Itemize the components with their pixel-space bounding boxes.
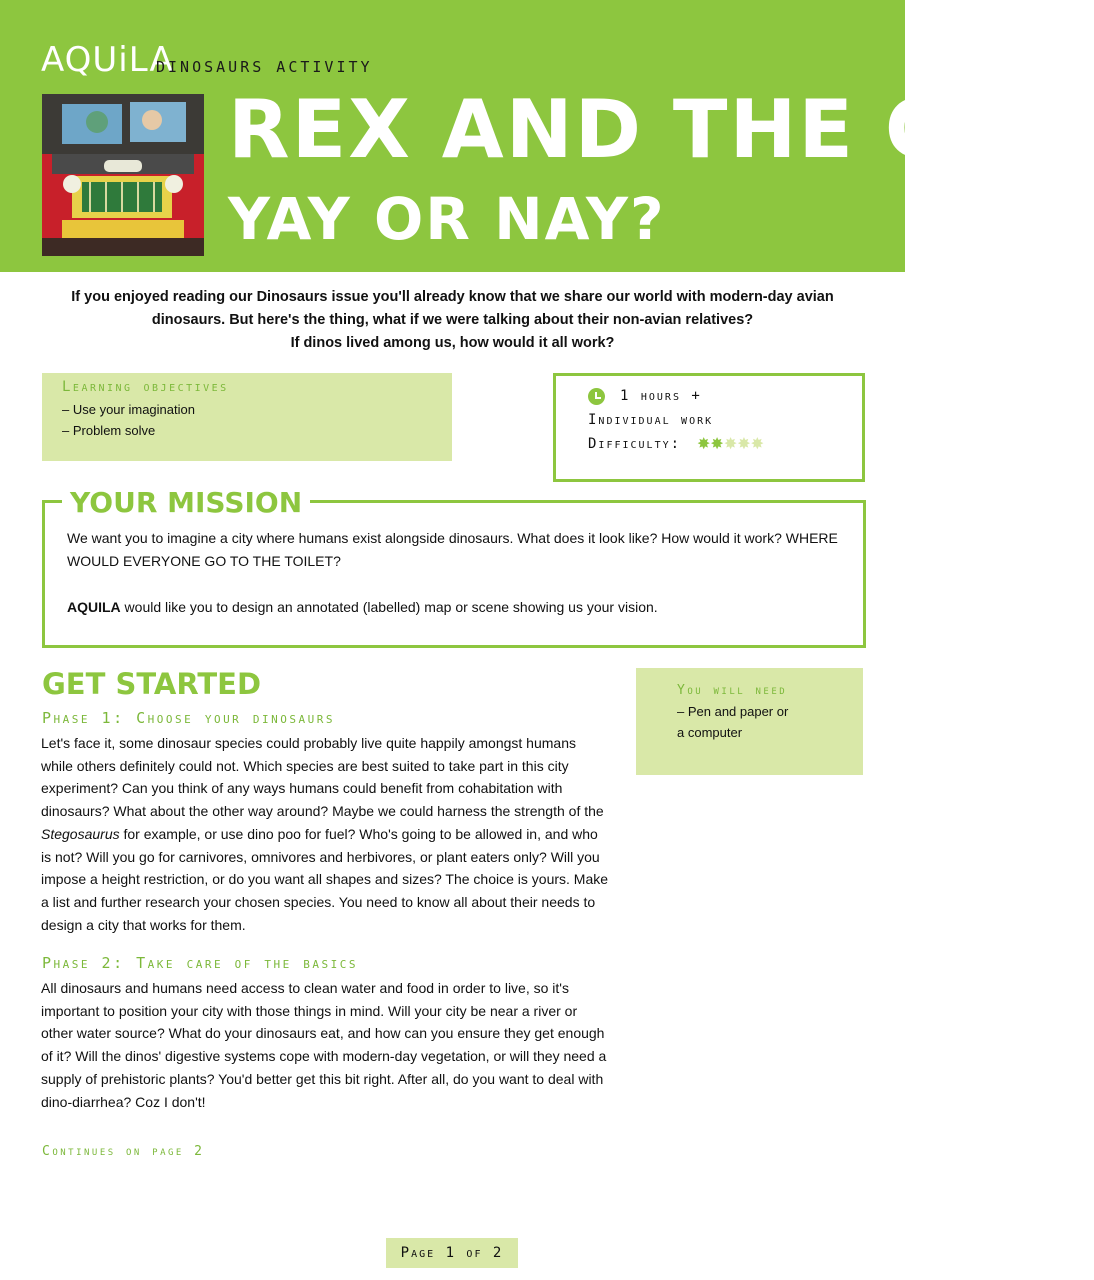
header-tagline: DINOSAURS ACTIVITY bbox=[156, 58, 373, 76]
phase-2-text: All dinosaurs and humans need access to clean water and food in order to live, so it's important to position your city with those things in mind. Will your city be near a river or other water source? What do your dinosaurs eat, and how can you ensure they get enough of it? Will the dinos' digestive systems cope with modern-day vegetation, or will they need a supply of prehistoric plants? You'd better get this bit right. After all, do you want to deal with dino-diarrhea? Coz I don't! bbox=[41, 980, 607, 1110]
brand-logo: AQUiLA bbox=[41, 40, 174, 80]
learning-objectives-title: Learning objectives bbox=[62, 379, 229, 395]
work-mode-text: Individual work bbox=[588, 412, 714, 428]
mission-task-text: would like you to design an annotated (labelled) map or scene showing us your vision. bbox=[120, 599, 658, 615]
comic-illustration bbox=[42, 94, 204, 256]
star-icon: ✸ bbox=[697, 436, 711, 453]
intro-text-rest: you'll already know that we share our world with modern-day avian dinosaurs. But here's the thing, what if we were talking about their non-avian relatives? bbox=[151, 289, 834, 328]
objective-item: – Use your imagination bbox=[62, 402, 195, 417]
mission-text: We want you to imagine a city where humans exist alongside dinosaurs. What does it look like? How would it work? WHERE WOULD EVERYONE GO TO THE TOILET? bbox=[67, 530, 838, 569]
continues-note: Continues on page 2 bbox=[42, 1144, 205, 1159]
page-title: REX AND THE CITY bbox=[228, 83, 1094, 176]
get-started-title: GET STARTED bbox=[42, 667, 262, 701]
you-will-need-title: You will need bbox=[677, 683, 788, 698]
phase-1-title: Phase 1: Choose your dinosaurs bbox=[42, 709, 335, 727]
mission-title: YOUR MISSION bbox=[62, 486, 310, 519]
mission-task bbox=[67, 596, 847, 619]
phase-1-text-start: Let's face it, some dinosaur species could probably live quite happily amongst humans while others definitely could not. Which species are best suited to take part in this city experiment? Can you think of any ways humans could benefit from cohabitation with dinosaurs? What about the other way around? Maybe we could harness the strength of the bbox=[41, 735, 604, 820]
phase-1-text-rest: for example, or use dino poo for fuel? Who's going to be allowed in, and who is not? Will you go for carnivores, omnivores and herbivores, or plant eaters only? Will you impose a height restriction, or do you want all shapes and sizes? The choice is yours. Make a list and further research your chosen species. You need to know all about their needs to design a city that works for them. bbox=[41, 825, 609, 933]
header-banner bbox=[0, 0, 1094, 272]
star-icon: ✸ bbox=[723, 436, 738, 453]
intro-question: If dinos lived among us, how would it all work? bbox=[290, 335, 615, 351]
star-icon: ✸ bbox=[737, 436, 751, 453]
you-will-need-panel bbox=[636, 668, 863, 775]
activity-info-panel bbox=[553, 373, 865, 482]
difficulty-label: Difficulty: bbox=[588, 436, 682, 452]
mission-panel bbox=[42, 500, 866, 648]
objective-item: – Problem solve bbox=[62, 423, 156, 438]
learning-objectives-panel bbox=[42, 373, 452, 461]
intro-issue-name: Dinosaurs issue bbox=[256, 289, 369, 305]
need-item: – Pen and paper or bbox=[677, 704, 789, 719]
phase-2-title: Phase 2: Take care of the basics bbox=[42, 954, 359, 972]
mission-brand: AQUILA bbox=[67, 599, 121, 615]
difficulty-rating bbox=[697, 434, 764, 454]
need-item: a computer bbox=[677, 725, 743, 740]
duration-text: 1 hours + bbox=[620, 388, 702, 404]
page-indicator: Page 1 of 2 bbox=[386, 1238, 518, 1268]
phase-1-text bbox=[41, 732, 611, 936]
star-icon: ✸ bbox=[750, 436, 765, 453]
page-subtitle: YAY OR NAY? bbox=[228, 185, 666, 253]
species-name: Stegosaurus bbox=[41, 825, 120, 842]
intro-text-start: If you enjoyed reading our bbox=[71, 289, 257, 305]
intro-paragraph bbox=[60, 286, 845, 355]
star-icon: ✸ bbox=[710, 436, 724, 453]
clock-icon bbox=[588, 388, 605, 405]
